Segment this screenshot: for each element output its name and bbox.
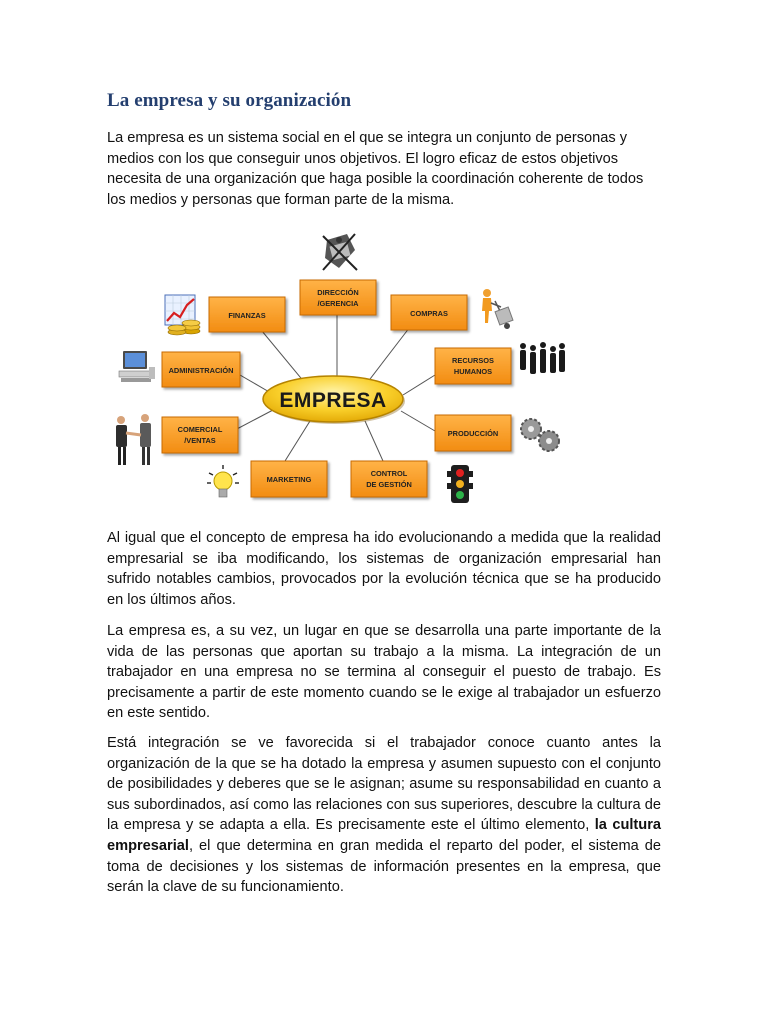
compass-tools-icon — [323, 234, 357, 270]
node-compras — [391, 295, 467, 330]
paragraph-culture-before: Está integración se ve favorecida si el trabajador conoce cuanto antes la organización de la que se ha dotado la empresa y asumen supuesto con el conjunto de posibilidades y deberes que se le asignan; asume su responsabilidad en cuanto a sus subordinados, así como las relaciones con sus superiores, descubre la cultura de la empresa y se adapta a ella. Es precisamente este el último elemento, — [107, 735, 661, 834]
organization-diagram — [105, 225, 585, 515]
paragraph-evolution: Al igual que el concepto de empresa ha ido evolucionando a medida que la realidad empresarial se iba modificando, los sistemas de organización empresarial han sufrido notables cambios, provocados por la evolución técnica que se ha producido en los últimos años. — [107, 530, 661, 608]
people-group-icon — [520, 342, 565, 374]
node-recursos-humanos — [435, 348, 511, 384]
paragraph-integration: La empresa es, a su vez, un lugar en que se desarrolla una parte importante de la vida de las personas que aportan su trabajo a la misma. La integración de un trabajador en una empresa no se termina al conseguir el puesto de trabajo. Es precisamente a partir de este momento cuando se le exige al trabajador un esfuerzo en este sentido. — [107, 623, 661, 722]
node-control-line1: CONTROL — [370, 469, 408, 478]
paragraph-culture-after: , el que determina en gran medida el reparto del poder, el sistema de toma de decisiones y los sistemas de información presentes en la empresa, que serán la clave de su funcionamiento. — [107, 837, 661, 896]
node-direccion — [300, 280, 376, 315]
gears-icon — [521, 419, 559, 451]
node-finanzas — [209, 297, 285, 332]
node-compras-label: COMPRAS — [410, 309, 448, 318]
node-empresa — [263, 376, 405, 424]
node-recursos-line2: HUMANOS — [453, 367, 493, 376]
node-finanzas-label: FINANZAS — [228, 311, 266, 320]
lightbulb-icon — [207, 465, 239, 497]
node-comercial-line1: COMERCIAL — [177, 425, 223, 434]
node-administracion-label: ADMINISTRACIÓN — [168, 366, 234, 375]
node-marketing — [251, 461, 327, 497]
paragraph-culture — [107, 733, 661, 898]
cultura-empresarial-bold: la cultura empresarial — [107, 817, 661, 854]
node-control-line2: DE GESTIÓN — [366, 480, 412, 489]
node-recursos-line1: RECURSOS — [452, 356, 494, 365]
node-control-gestion — [351, 461, 427, 497]
computer-icon — [119, 351, 155, 382]
node-comercial — [162, 417, 238, 453]
page-title: La empresa y su organización — [107, 90, 352, 111]
node-marketing-label: MARKETING — [266, 475, 312, 484]
empresa-label: EMPRESA — [279, 389, 387, 412]
node-administracion — [162, 352, 240, 387]
handshake-icon — [116, 414, 151, 465]
node-direccion-line2: /GERENCIA — [317, 299, 359, 308]
traffic-light-icon — [447, 465, 473, 503]
paragraph-intro: La empresa es un sistema social en el que se integra un conjunto de personas y medios con los que conseguir unos objetivos. El logro eficaz de estos objetivos necesita de una organización que haga posible la coordinación coherente de todos los medios y personas que forman parte de la misma. — [107, 130, 644, 208]
node-direccion-line1: DIRECCIÓN — [317, 288, 359, 297]
node-comercial-line2: /VENTAS — [184, 436, 216, 445]
node-produccion — [435, 415, 511, 451]
node-produccion-label: PRODUCCIÓN — [447, 429, 499, 438]
hand-truck-worker-icon — [482, 289, 513, 329]
finance-chart-icon — [165, 295, 200, 335]
